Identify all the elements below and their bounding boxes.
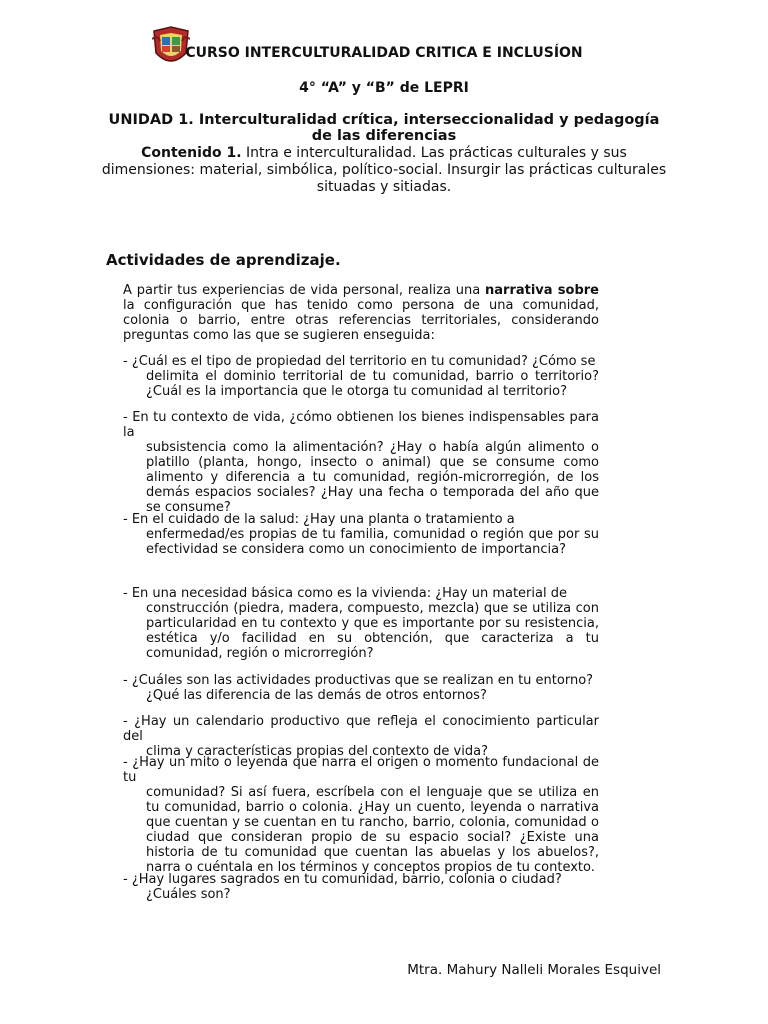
question-continuation: construcción (piedra, madera, compuesto, mezcla) que se utiliza con particularidad en tu contexto y que es importante por su resistencia, estética y/o facilidad en su obtención, que caracteriza a tu comunidad, región o microrregión? [146, 601, 599, 661]
course-title: CURSO INTERCULTURALIDAD CRITICA E INCLUSÍON [185, 45, 583, 61]
question-first-line: - ¿Hay un calendario productivo que refleja el conocimiento particular del [123, 714, 599, 744]
question-first-line: - En una necesidad básica como es la vivienda: ¿Hay un material de [123, 586, 567, 601]
content-description [100, 145, 668, 196]
question-continuation: ¿Qué las diferencia de las demás de otros entornos? [146, 688, 487, 703]
question-first-line: - ¿Cuál es el tipo de propiedad del territorio en tu comunidad? ¿Cómo se [123, 354, 596, 369]
content-text: Intra e interculturalidad. Las prácticas culturales y sus dimensiones: material, simbólica, político-social. Insurgir las prácticas culturales situadas y sitiadas. [101, 145, 667, 195]
question-item [123, 586, 599, 661]
question-continuation: enfermedad/es propias de tu familia, comunidad o región que por su efectividad se considera como un conocimiento de importancia? [146, 527, 599, 557]
question-item [123, 755, 599, 875]
intro-text-bold: narrativa sobre [485, 283, 599, 298]
question-item [123, 354, 599, 399]
question-item [123, 410, 599, 515]
course-groups: 4° “A” y “B” de LEPRI [299, 80, 469, 96]
question-continuation: subsistencia como la alimentación? ¿Hay o había algún alimento o platillo (planta, hongo, insecto o animal) que se consume como alimento y diferencia a tu comunidad, región-microrregión, de los demás espacios sociales? ¿Hay una fecha o temporada del año que se consume? [146, 440, 599, 515]
intro-text-after: la configuración que has tenido como persona de una comunidad, colonia o barrio, entre otras referencias territoriales, considerando preguntas como las que se sugieren enseguida: [123, 298, 599, 343]
question-first-line: - ¿Hay un mito o leyenda que narra el origen o momento fundacional de tu [123, 755, 599, 785]
question-continuation: ¿Cuáles son? [146, 887, 231, 902]
question-first-line: - En el cuidado de la salud: ¿Hay una planta o tratamiento a [123, 512, 515, 527]
question-item [123, 673, 599, 703]
question-continuation: delimita el dominio territorial de tu comunidad, barrio o territorio? ¿Cuál es la importancia que le otorga tu comunidad al territorio? [146, 369, 599, 399]
question-continuation: comunidad? Si así fuera, escríbela con el lenguaje que se utiliza en tu comunidad, barrio o colonia. ¿Hay un cuento, leyenda o narrativa que cuentan y se cuentan en tu rancho, barrio, colonia, comunidad o ciudad que consideran propio de su espacio social? ¿Existe una historia de tu comunidad que cuentan las abuelas y los abuelos?, narra o cuéntala en los términos y conceptos propios de tu contexto. [146, 785, 599, 875]
question-item [123, 872, 599, 902]
intro-text-before: A partir tus experiencias de vida personal, realiza una [123, 283, 486, 298]
intro-paragraph [123, 283, 599, 343]
unit-title: UNIDAD 1. Interculturalidad crítica, interseccionalidad y pedagogía de las diferencias [108, 112, 660, 144]
question-first-line: - En tu contexto de vida, ¿cómo obtienen los bienes indispensables para la [123, 410, 599, 440]
question-item [123, 512, 599, 557]
content-label: Contenido 1. [141, 145, 242, 161]
question-first-line: - ¿Cuáles son las actividades productivas que se realizan en tu entorno? [123, 673, 594, 688]
section-heading: Actividades de aprendizaje. [106, 251, 341, 269]
question-item [123, 714, 599, 759]
author-signature: Mtra. Mahury Nalleli Morales Esquivel [407, 962, 661, 978]
question-continuation: clima y características propias del contexto de vida? [146, 744, 488, 759]
question-first-line: - ¿Hay lugares sagrados en tu comunidad, barrio, colonia o ciudad? [123, 872, 562, 887]
